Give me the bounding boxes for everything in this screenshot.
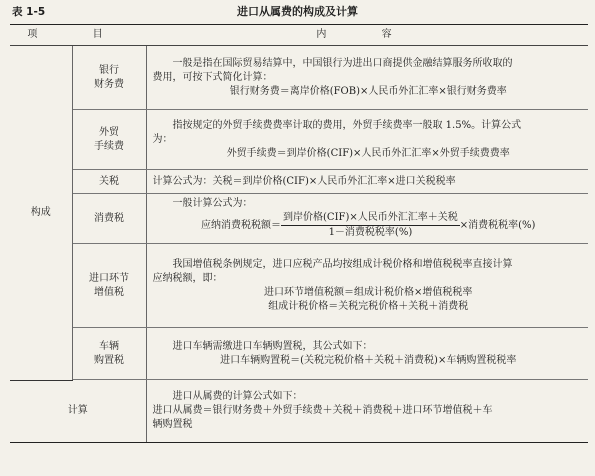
fraction-denominator: 1－消费税税率(%) bbox=[328, 227, 413, 238]
column-header-content: 内 容 bbox=[146, 25, 588, 46]
formula: 计算公式为：关税＝到岸价格(CIF)×人民币外汇汇率×进口关税税率 bbox=[152, 175, 456, 187]
row-label-vat bbox=[72, 244, 146, 328]
row-content-bank-fee bbox=[146, 46, 588, 110]
formula: 进口从属费＝银行财务费＋外贸手续费＋关税＋消费税＋进口环节增值税＋车 bbox=[152, 404, 493, 416]
table-caption: 进口从属费的构成及计算 bbox=[237, 5, 358, 18]
column-header-item: 项 目 bbox=[10, 25, 146, 46]
row-label-bank-fee bbox=[72, 46, 146, 110]
formula: 银行财务费＝离岸价格(FOB)×人民币外汇汇率×银行财务费率 bbox=[229, 85, 507, 97]
table-row bbox=[10, 328, 588, 380]
formula: 组成计税价格＝关税完税价格＋关税＋消费税 bbox=[268, 300, 469, 312]
formula-rhs: ×消费税税率(%) bbox=[459, 219, 536, 231]
label-line: 购置税 bbox=[94, 354, 124, 366]
row-content-tariff bbox=[146, 170, 588, 194]
fraction bbox=[281, 211, 460, 240]
desc-line: 一般计算公式为： bbox=[172, 198, 253, 209]
label-line: 外贸 bbox=[99, 126, 119, 138]
row-label-tariff: 关税 bbox=[72, 170, 146, 194]
row-content-vat bbox=[146, 244, 588, 328]
desc-line: 为： bbox=[152, 133, 173, 145]
fraction-numerator: 到岸价格(CIF)×人民币外汇汇率＋关税 bbox=[281, 211, 460, 226]
formula-lhs: 应纳消费税税额＝ bbox=[201, 219, 282, 231]
row-content-total bbox=[146, 380, 588, 442]
desc-line: 我国增值税条例规定，进口应税产品均按组成计税价格和增值税税率直接计算 bbox=[172, 258, 513, 270]
row-content-vehicle-tax bbox=[146, 328, 588, 380]
table-row bbox=[10, 46, 588, 110]
table-row bbox=[10, 194, 588, 244]
desc-line: 应纳税额，即： bbox=[152, 272, 223, 284]
row-label-consumption-tax: 消费税 bbox=[72, 194, 146, 244]
label-line: 增值税 bbox=[94, 286, 124, 298]
formula: 进口车辆购置税＝(关税完税价格＋关税＋消费税)×车辆购置税税率 bbox=[220, 354, 517, 366]
desc-line: 进口从属费的计算公式如下： bbox=[172, 390, 303, 402]
desc-line: 费用，可按下式简化计算： bbox=[152, 71, 273, 83]
row-label-trade-fee bbox=[72, 110, 146, 170]
row-content-consumption-tax bbox=[146, 194, 588, 244]
table-header bbox=[0, 4, 595, 20]
label-line: 银行 bbox=[99, 64, 119, 76]
table-header-row bbox=[10, 25, 588, 46]
table-row bbox=[10, 110, 588, 170]
table-row bbox=[10, 380, 588, 442]
label-line: 车辆 bbox=[99, 340, 119, 352]
desc-line: 指按规定的外贸手续费费率计取的费用，外贸手续费率一般取 1.5%。计算公式 bbox=[172, 119, 522, 131]
desc-line: 一般是指在国际贸易结算中，中国银行为进出口商提供金融结算服务所收取的 bbox=[172, 57, 513, 69]
label-line: 财务费 bbox=[94, 78, 124, 90]
formula: 外贸手续费＝到岸价格(CIF)×人民币外汇汇率×外贸手续费费率 bbox=[226, 147, 510, 159]
table-row bbox=[10, 170, 588, 194]
label-line: 手续费 bbox=[94, 140, 124, 152]
import-fee-table bbox=[10, 24, 588, 443]
formula: 辆购置税 bbox=[152, 418, 193, 430]
formula: 进口环节增值税额＝组成计税价格×增值税税率 bbox=[264, 286, 473, 298]
desc-line: 进口车辆需缴进口车辆购置税，其公式如下： bbox=[172, 340, 373, 352]
label-line: 进口环节 bbox=[89, 272, 129, 284]
group-label-calculation: 计算 bbox=[10, 380, 146, 442]
fraction-formula bbox=[153, 211, 585, 240]
table-number: 表 1-5 bbox=[12, 6, 46, 18]
row-content-trade-fee bbox=[146, 110, 588, 170]
row-label-vehicle-tax bbox=[72, 328, 146, 380]
group-label-composition: 构成 bbox=[10, 46, 72, 381]
table-row bbox=[10, 244, 588, 328]
